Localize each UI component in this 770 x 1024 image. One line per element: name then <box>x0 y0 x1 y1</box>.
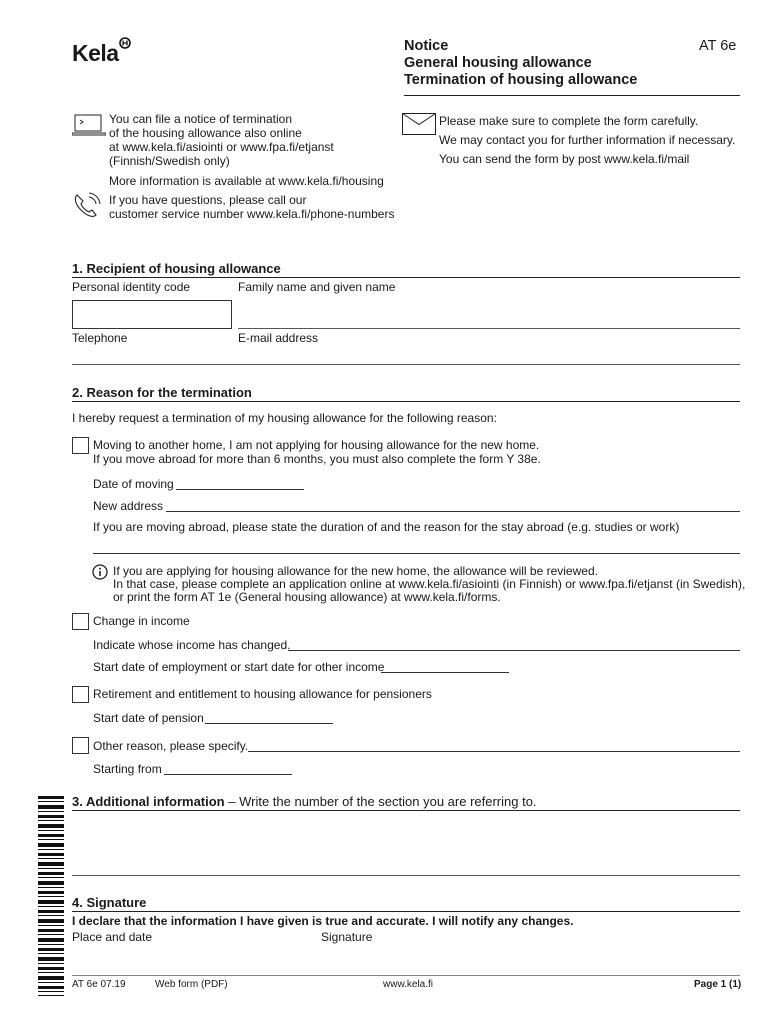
online-info-line: You can file a notice of termination <box>109 112 293 126</box>
notice-heading <box>404 38 637 89</box>
additional-info-bottom-line <box>72 875 740 876</box>
section4-rule <box>72 911 740 912</box>
phone-icon <box>72 192 102 220</box>
retirement-label: Retirement and entitlement to housing allowance for pensioners <box>93 687 432 701</box>
pension-start-label: Start date of pension <box>93 711 204 725</box>
barcode <box>38 796 64 996</box>
moving-line: If you move abroad for more than 6 months, you must also complete the form Y 38e. <box>93 452 541 466</box>
signature-label: Signature <box>321 930 373 944</box>
section3-title: 3. Additional information <box>72 794 225 809</box>
place-date-label: Place and date <box>72 930 153 944</box>
reason-intro: I hereby request a termination of my housing allowance for the following reason: <box>72 411 497 425</box>
mail-info-line: You can send the form by post www.kela.fi/mail <box>439 152 690 166</box>
telephone-label: Telephone <box>72 331 128 345</box>
email-label: E-mail address <box>238 331 319 345</box>
form-title: General housing allowance <box>404 55 592 71</box>
review-note-line: or print the form AT 1e (General housing allowance) at www.kela.fi/forms. <box>113 590 501 604</box>
place-date-input[interactable] <box>72 944 312 970</box>
section3-heading <box>72 794 537 809</box>
new-address-input[interactable] <box>166 511 740 512</box>
notice-label: Notice <box>404 38 449 54</box>
declaration-text: I declare that the information I have given is true and accurate. I will notify any changes. <box>72 914 574 928</box>
online-info-line: at www.kela.fi/asiointi or www.fpa.fi/etjanst <box>109 140 334 154</box>
footer-site: www.kela.fi <box>383 979 434 990</box>
more-info-line: More information is available at www.kela.fi/housing <box>109 174 384 188</box>
other-reason-label: Other reason, please specify. <box>93 739 249 753</box>
telephone-email-input-line[interactable] <box>72 364 740 365</box>
online-info <box>109 112 384 188</box>
review-note-line: If you are applying for housing allowance for the new home, the allowance will be reviewed. <box>113 564 598 578</box>
footer-rule <box>72 975 740 976</box>
moving-line: Moving to another home, I am not applying for housing allowance for the new home. <box>93 438 540 452</box>
abroad-input[interactable] <box>93 553 740 554</box>
moving-label <box>93 438 541 466</box>
form-subtitle: Termination of housing allowance <box>404 72 638 88</box>
starting-from-label: Starting from <box>93 762 162 776</box>
info-icon <box>92 564 108 580</box>
income-whose-input[interactable] <box>288 650 740 651</box>
personal-id-label: Personal identity code <box>72 280 191 294</box>
new-address-label: New address <box>93 499 164 513</box>
retirement-checkbox[interactable] <box>72 686 89 703</box>
name-input[interactable] <box>238 328 740 329</box>
additional-info-textarea[interactable] <box>72 812 740 874</box>
section1-title: 1. Recipient of housing allowance <box>72 261 281 276</box>
section3-subtitle: – Write the number of the section you are referring to. <box>224 794 537 809</box>
section1-rule <box>72 277 740 278</box>
income-change-checkbox[interactable] <box>72 613 89 630</box>
section3-rule <box>72 810 740 811</box>
section2-title: 2. Reason for the termination <box>72 385 252 400</box>
pension-start-input[interactable] <box>205 723 333 724</box>
envelope-icon <box>402 113 436 135</box>
mail-info-line: Please make sure to complete the form carefully. <box>439 114 699 128</box>
income-start-label: Start date of employment or start date for other income <box>93 660 385 674</box>
header-divider <box>404 95 740 96</box>
laptop-icon <box>72 114 106 136</box>
phone-info-line: If you have questions, please call our <box>109 193 307 207</box>
income-start-input[interactable] <box>381 672 509 673</box>
footer-web-form: Web form (PDF) <box>155 979 228 990</box>
review-note-line: In that case, please complete an application online at www.kela.fi/asiointi (in Finnish) or www.fpa.fi/etjanst (in Swedish), <box>113 577 746 591</box>
other-reason-input[interactable] <box>248 751 740 752</box>
footer-code: AT 6e 07.19 <box>72 979 126 990</box>
phone-info-line: customer service number www.kela.fi/phone-numbers <box>109 207 395 221</box>
online-info-line: (Finnish/Swedish only) <box>109 154 230 168</box>
starting-from-input[interactable] <box>164 774 292 775</box>
signature-input[interactable] <box>321 944 740 970</box>
other-reason-checkbox[interactable] <box>72 737 89 754</box>
mail-info <box>439 112 735 169</box>
date-of-moving-label: Date of moving <box>93 477 174 491</box>
section2-rule <box>72 401 740 402</box>
form-code: AT 6e <box>699 38 737 54</box>
mail-info-line: We may contact you for further information if necessary. <box>439 133 736 147</box>
personal-id-input[interactable] <box>72 300 232 329</box>
income-change-label: Change in income <box>93 614 190 628</box>
footer-page: Page 1 (1) <box>694 979 742 990</box>
date-of-moving-input[interactable] <box>176 489 304 490</box>
kela-logo-mark-icon <box>119 37 131 49</box>
name-label: Family name and given name <box>238 280 396 294</box>
review-note <box>113 565 745 604</box>
moving-checkbox[interactable] <box>72 437 89 454</box>
section4-title: 4. Signature <box>72 895 147 910</box>
online-info-line: of the housing allowance also online <box>109 126 302 140</box>
phone-info <box>109 193 394 221</box>
kela-logo: Kela <box>72 40 119 66</box>
abroad-label: If you are moving abroad, please state the duration of and the reason for the stay abroad (e.g. studies or work) <box>93 520 680 534</box>
income-whose-label: Indicate whose income has changed. <box>93 638 291 652</box>
